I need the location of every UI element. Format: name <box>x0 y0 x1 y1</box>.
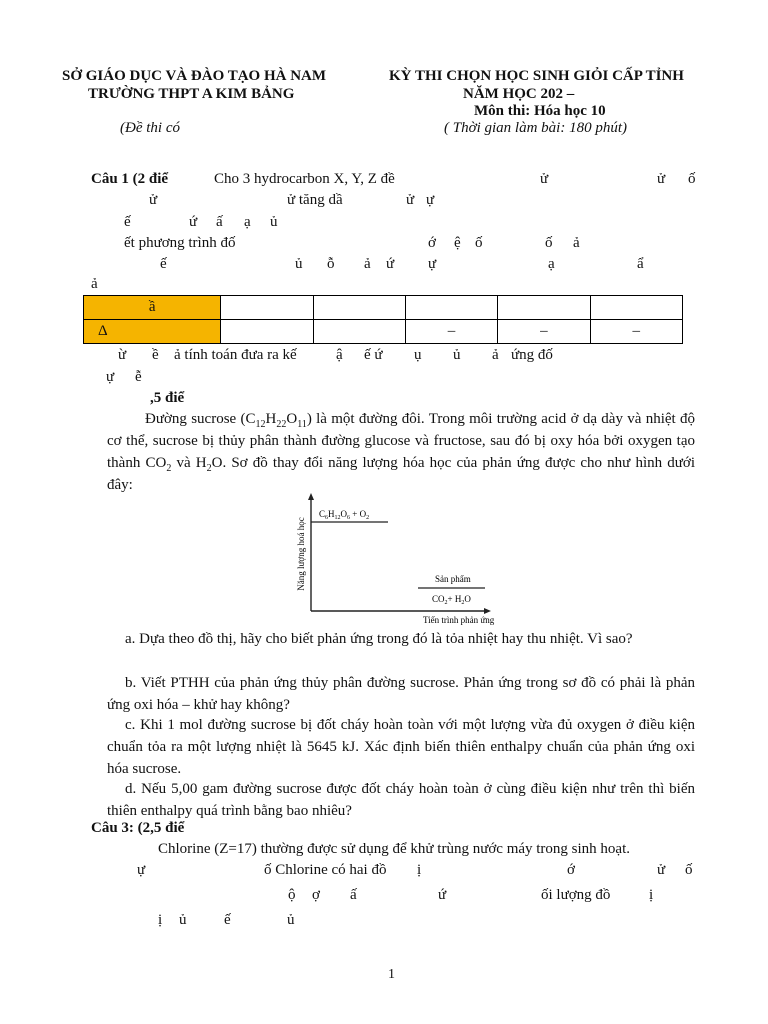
q3-paragraph: Chlorine (Z=17) thường được sử dụng để khử trùng nước máy trong sinh hoạt. <box>158 841 631 857</box>
y-axis-label: Năng lượng hoá học <box>296 517 306 591</box>
q1-fragment: ậ <box>336 347 343 363</box>
q3-fragment: ối lượng đồ <box>541 887 611 903</box>
q1-fragment: ế ứ <box>364 347 383 363</box>
q3-fragment: ợ <box>312 887 320 903</box>
q2-part-b: b. Viết PTHH của phản ứng thủy phân đường sucrose. Phản ứng trong sơ đồ có phải là phản ứng oxi hóa – khử hay không? <box>107 675 695 713</box>
q3-fragment: ế <box>224 912 231 928</box>
q1-fragment: ả tính toán đưa ra kế <box>174 347 297 363</box>
y-axis-arrow-icon <box>308 493 314 500</box>
q2-intro-paragraph: Đường sucrose $(C_{12}H_{22}O_{11})$ là một đường đôi. Trong môi trường acid ở dạ dày và nhiệt độ cơ thể, sucrose bị thủy phân thành đường glucose và fructose, sau đó bị oxy hóa bởi oxygen tạo thành $CO_2$ và $H_2O$. Sơ đồ thay đổi năng lượng hóa học của phản ứng được cho như hình dưới đây: <box>107 411 696 493</box>
x-axis-label: Tiến trình phản ứng <box>423 615 495 625</box>
q3-fragment: ủ <box>287 912 295 928</box>
question-1-label: Câu 1 (2 điể <box>91 171 169 187</box>
q1-fragment: ả <box>492 347 499 363</box>
q1-fragment: ẩ <box>637 256 644 272</box>
q1-fragment: ớ <box>428 235 436 251</box>
q3-fragment: ố <box>685 862 693 878</box>
q1-line-1: Cho 3 hydrocarbon X, Y, Z đề <box>214 171 395 187</box>
q1-fragment: ử <box>406 192 415 208</box>
table-cell: – <box>405 320 497 344</box>
energy-table <box>83 295 683 344</box>
q1-fragment: ế <box>160 256 167 272</box>
q1-line-4: ết phương trình đố <box>124 235 236 251</box>
table-row <box>84 296 683 320</box>
reactants-label: $C_6H_{12}O_6 + O_2$ <box>319 509 370 521</box>
table-cell <box>313 296 405 320</box>
q3-fragment: ủ <box>179 912 187 928</box>
q1-fragment: ủ <box>295 256 303 272</box>
q1-fragment: ứ <box>189 214 198 230</box>
q3-fragment: ố Chlorine có hai đồ <box>264 862 387 878</box>
q1-fragment: ủ <box>453 347 461 363</box>
table-cell <box>221 296 313 320</box>
q1-fragment: ố <box>545 235 553 251</box>
q3-fragment: ự <box>137 862 146 878</box>
q3-fragment: ử <box>657 862 666 878</box>
q3-fragment: ấ <box>350 887 357 903</box>
q1-fragment: ử <box>540 171 549 187</box>
exam-title: KỲ THI CHỌN HỌC SINH GIỎI CẤP TỈNH <box>389 68 684 84</box>
q2-part-d: d. Nếu 5,00 gam đường sucrose được đốt cháy hoàn toàn ở cùng điều kiện như trên thì biến thiên enthalpy quá trình bằng bao nhiêu? <box>107 781 695 819</box>
q1-fragment: ừ <box>118 347 127 363</box>
q1-fragment: ả <box>91 276 98 292</box>
table-cell: – <box>498 320 590 344</box>
q1-fragment: ủ <box>270 214 278 230</box>
table-cell: ầ <box>84 296 221 320</box>
table-cell <box>498 296 590 320</box>
q3-fragment: ị <box>649 887 654 903</box>
table-cell <box>313 320 405 344</box>
energy-diagram <box>285 492 495 630</box>
x-axis-arrow-icon <box>484 608 491 614</box>
table-cell <box>221 320 313 344</box>
q3-fragment: ộ <box>288 887 296 903</box>
q1-fragment: ử tăng dầ <box>287 192 343 208</box>
q1-fragment: ố <box>688 171 696 187</box>
pages-note: (Đề thi có <box>120 120 180 136</box>
q3-fragment: ị <box>417 862 422 878</box>
q1-fragment: ả <box>364 256 371 272</box>
q1-fragment: ứng đố <box>511 347 553 363</box>
products-label: $CO_2+ H_2O$ <box>432 594 471 606</box>
q1-fragment: ự <box>428 256 437 272</box>
time-note: ( Thời gian làm bài: 180 phút) <box>444 120 628 136</box>
q1-fragment: ễ <box>135 369 142 385</box>
department-name: SỞ GIÁO DỤC VÀ ĐÀO TẠO HÀ NAM <box>62 68 327 84</box>
q1-fragment: ả <box>573 235 580 251</box>
products-caption: Sản phẩm <box>435 574 471 584</box>
q1-fragment: ạ <box>244 214 251 230</box>
q1-fragment: ử <box>657 171 666 187</box>
table-cell <box>590 296 682 320</box>
question-3-label: Câu 3: (2,5 điể <box>91 820 185 836</box>
q2-part-c: c. Khi 1 mol đường sucrose bị đốt cháy hoàn toàn với một lượng vừa đủ oxygen ở điều kiện chuẩn tỏa ra một lượng nhiệt là 5645 kJ. Xác định biến thiên enthalpy chuẩn của phản ứng oxi hóa sucrose. <box>107 717 695 777</box>
table-row <box>84 320 683 344</box>
table-cell: Δ <box>84 320 221 344</box>
q1-fragment: ạ <box>548 256 555 272</box>
q1-fragment: ế <box>124 214 131 230</box>
q1-fragment: ỗ <box>327 256 335 272</box>
table-cell <box>405 296 497 320</box>
question-2-label: ,5 điể <box>150 390 185 406</box>
q1-fragment: ụ <box>414 347 422 363</box>
q1-fragment: ấ <box>216 214 223 230</box>
page-number: 1 <box>388 967 395 982</box>
q1-fragment: ử <box>149 192 158 208</box>
q1-fragment: ệ <box>454 235 461 251</box>
q1-fragment: ề <box>152 347 159 363</box>
q3-fragment: ị <box>158 912 163 928</box>
q3-fragment: ứ <box>438 887 447 903</box>
q1-fragment: ự <box>106 369 115 385</box>
q2-part-a: a. Dựa theo đồ thị, hãy cho biết phản ứng trong đó là tỏa nhiệt hay thu nhiệt. Vì sao? <box>125 631 633 647</box>
school-name: TRƯỜNG THPT A KIM BẢNG <box>88 86 295 102</box>
q1-fragment: ố <box>475 235 483 251</box>
school-year: NĂM HỌC 202 – <box>463 86 575 102</box>
exam-subject: Môn thi: Hóa học 10 <box>474 103 606 119</box>
q1-fragment: ự <box>426 192 435 208</box>
q3-fragment: ớ <box>567 862 575 878</box>
q1-fragment: ứ <box>386 256 395 272</box>
table-cell: – <box>590 320 682 344</box>
